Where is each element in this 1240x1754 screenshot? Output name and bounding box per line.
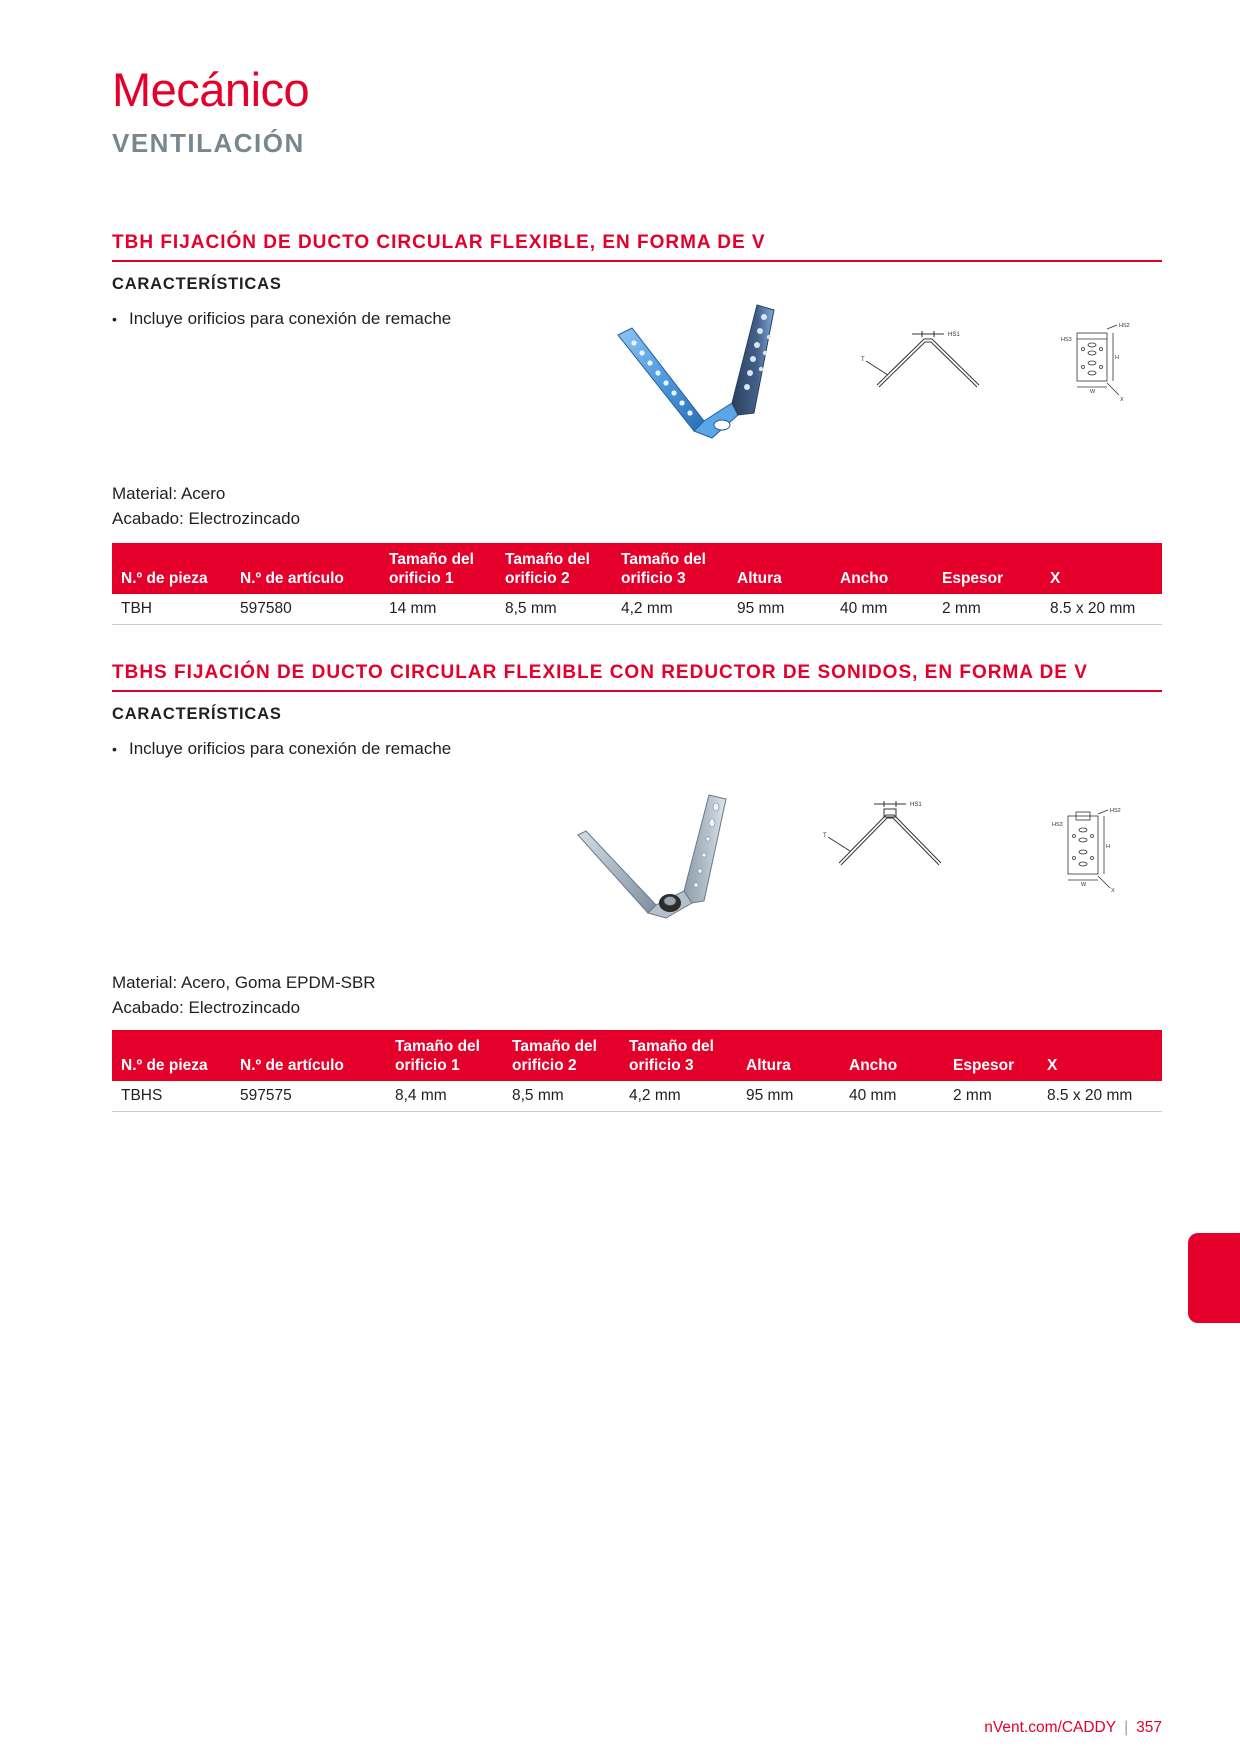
product-photo-tbhs [574, 793, 764, 928]
table-cell: 8.5 x 20 mm [1038, 1081, 1162, 1112]
spec-table [112, 1030, 1162, 1112]
feature-item: • Incluye orificios para conexión de remache [112, 739, 1162, 759]
x-label: X [1111, 888, 1115, 893]
column-header: Tamaño del orificio 2 [512, 1038, 597, 1074]
column-header: Ancho [840, 570, 889, 587]
table-header-row [112, 1030, 1162, 1081]
footer-site-link[interactable]: nVent.com/CADDY [984, 1719, 1117, 1736]
hs2-label: HS2 [1119, 323, 1130, 329]
v-profile-drawing [814, 793, 964, 873]
w-label: W [1090, 389, 1096, 395]
h-label: H [1106, 844, 1110, 850]
finish-text: Acabado: Electrozincado [112, 998, 301, 1017]
column-header: Altura [737, 570, 782, 587]
page-number: 357 [1136, 1719, 1162, 1736]
table-header-row [112, 543, 1162, 594]
figure-area [112, 793, 1162, 953]
hs3-label: HS3 [1052, 822, 1063, 828]
t-label: T [823, 833, 827, 839]
column-header: Altura [746, 1057, 791, 1074]
table-cell: 4,2 mm [620, 1081, 737, 1112]
table-cell: 8,4 mm [386, 1081, 503, 1112]
table-row [112, 594, 1162, 625]
column-header: Espesor [942, 570, 1004, 587]
table-cell: 95 mm [737, 1081, 840, 1112]
table-cell: 14 mm [380, 594, 496, 625]
features-heading: CARACTERÍSTICAS [112, 705, 282, 723]
material-text: Material: Acero [112, 484, 226, 503]
features-list [112, 739, 1162, 759]
features-heading: CARACTERÍSTICAS [112, 275, 282, 293]
table-row [112, 1081, 1162, 1112]
table-cell: 2 mm [933, 594, 1041, 625]
table-cell: 597580 [231, 594, 380, 625]
x-label: X [1120, 397, 1124, 403]
material-block [112, 970, 376, 1020]
table-cell: TBHS [112, 1081, 231, 1112]
column-header: Tamaño del orificio 3 [621, 551, 706, 587]
column-header: X [1050, 570, 1061, 587]
section-title: TBHS FIJACIÓN DE DUCTO CIRCULAR FLEXIBLE CON REDUCTOR DE SONIDOS, EN FORMA DE V [112, 663, 1162, 692]
w-label: W [1081, 882, 1087, 888]
footer-separator: | [1124, 1719, 1129, 1736]
column-header: Tamaño del orificio 1 [389, 551, 474, 587]
section-tbhs [112, 662, 1162, 1104]
page-subtitle: VENTILACIÓN [112, 128, 305, 158]
section-title: TBH FIJACIÓN DE DUCTO CIRCULAR FLEXIBLE, EN FORMA DE V [112, 233, 1162, 262]
column-header: Ancho [849, 1057, 898, 1074]
section-tbh [112, 232, 1162, 617]
column-header: Tamaño del orificio 3 [629, 1038, 714, 1074]
table-cell: 8,5 mm [496, 594, 612, 625]
feature-item: • Incluye orificios para conexión de remache [112, 309, 1162, 329]
column-header: N.º de artículo [240, 1057, 344, 1074]
table-cell: 2 mm [944, 1081, 1038, 1112]
column-header: N.º de pieza [121, 570, 208, 587]
figure-area [112, 303, 1162, 463]
table-cell: 40 mm [831, 594, 933, 625]
column-header: N.º de pieza [121, 1057, 208, 1074]
t-label: T [861, 357, 865, 363]
table-cell: TBH [112, 594, 231, 625]
hs3-label: HS3 [1061, 337, 1072, 343]
page-title: Mecánico [112, 63, 310, 116]
hs1-label: HS1 [948, 332, 960, 338]
flat-pattern-drawing [1048, 808, 1128, 893]
table-cell: 8,5 mm [503, 1081, 620, 1112]
hs1-label: HS1 [910, 802, 922, 808]
h-label: H [1115, 355, 1119, 361]
column-header: Tamaño del orificio 1 [395, 1038, 480, 1074]
column-header: X [1047, 1057, 1058, 1074]
column-header: Espesor [953, 1057, 1015, 1074]
table-cell: 8.5 x 20 mm [1041, 594, 1162, 625]
v-profile-drawing [852, 323, 1002, 403]
column-header: N.º de artículo [240, 570, 344, 587]
flat-pattern-drawing [1057, 323, 1137, 403]
table-cell: 4,2 mm [612, 594, 728, 625]
table-cell: 40 mm [840, 1081, 944, 1112]
finish-text: Acabado: Electrozincado [112, 509, 301, 528]
product-photo-tbh [612, 303, 802, 448]
material-text: Material: Acero, Goma EPDM-SBR [112, 973, 376, 992]
hs2-label: HS2 [1110, 808, 1121, 814]
footer [984, 1719, 1162, 1737]
side-tab-marker [1188, 1233, 1240, 1323]
column-header: Tamaño del orificio 2 [505, 551, 590, 587]
table-cell: 597575 [231, 1081, 386, 1112]
table-cell: 95 mm [728, 594, 831, 625]
material-block [112, 481, 300, 531]
spec-table [112, 543, 1162, 625]
